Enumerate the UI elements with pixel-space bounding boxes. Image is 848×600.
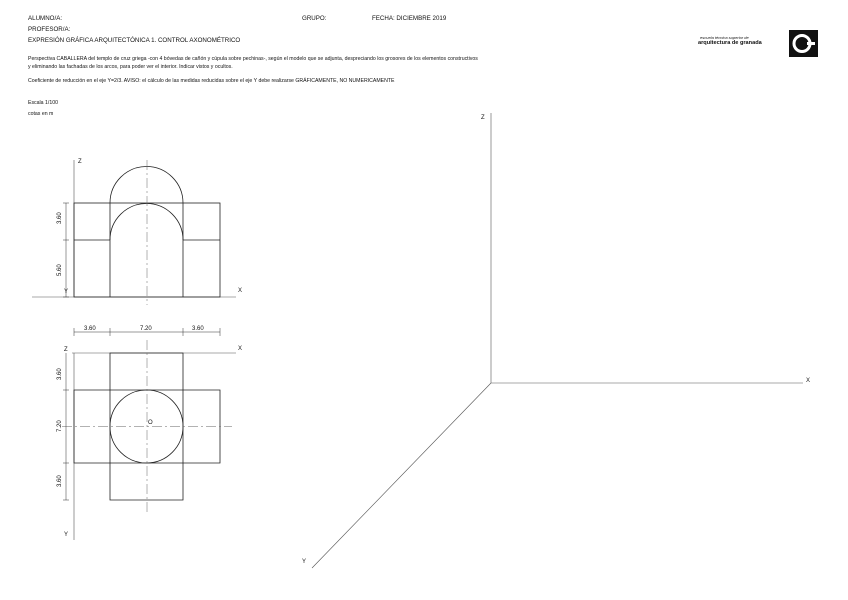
plan-drawing [62,328,236,540]
elevation-y-label: Y [64,289,69,295]
plan-dim-side-top: 3.60 [57,368,63,380]
logo-school-line: escuela técnica superior de [700,35,749,40]
elevation-dome [110,166,183,203]
profesor-label: PROFESOR/A: [28,26,71,33]
instructions-line-1: Perspectiva CABALLERA del templo de cruz griega -con 4 bóvedas de cañón y cúpula sobre pechinas-, según el modelo que se adjunta, despreciando los grosores de los elementos constructivos [28,56,478,62]
axo-x-label: X [806,378,811,384]
axo-z-label: Z [481,115,485,121]
elevation-x-label: X [238,288,243,294]
plan-z-label: Z [64,347,68,353]
elevation-dim-upper: 3.60 [57,212,63,224]
page-title: EXPRESIÓN GRÁFICA ARQUITECTÓNICA 1. CONTROL AXONOMÉTRICO [28,37,241,44]
plan-dim-top-right: 3.60 [192,326,204,332]
plan-x-label: X [238,346,243,352]
axo-y-axis [312,383,491,568]
axonometric-axes [312,113,803,568]
axo-y-label: Y [302,559,307,565]
plan-dim-side-bottom: 3.60 [57,475,63,487]
plan-center-label: O [148,420,153,426]
grupo-label: GRUPO: [302,15,327,22]
elevation-z-label: Z [78,159,82,165]
plan-y-label: Y [64,532,69,538]
plan-dim-side-mid: 7.20 [57,420,63,432]
instructions-line-3: Coeficiente de reducción en el eje Y=2/3. AVISO: el cálculo de las medidas reducidas sobre el eje Y debe realizarse GRÁFICAMENTE, NO NUMERICAMENTE [28,78,395,84]
fecha-label: FECHA: DICIEMBRE 2019 [372,15,447,22]
elevation-arch [110,203,183,240]
plan-dim-top-mid: 7.20 [140,326,152,332]
instructions-line-2: y eliminando las fachadas de los arcos, para poder ver el interior. Indicar vistos y ocultos. [28,64,233,70]
plan-dim-top-left: 3.60 [84,326,96,332]
logo-school-name: arquitectura de granada [698,40,762,46]
units-label: cotas en m [28,111,54,117]
alumno-label: ALUMNO/A: [28,15,63,22]
elevation-dim-lower: 5.60 [57,264,63,276]
elevation-drawing [32,160,236,305]
scale-label: Escala 1/100 [28,100,58,106]
